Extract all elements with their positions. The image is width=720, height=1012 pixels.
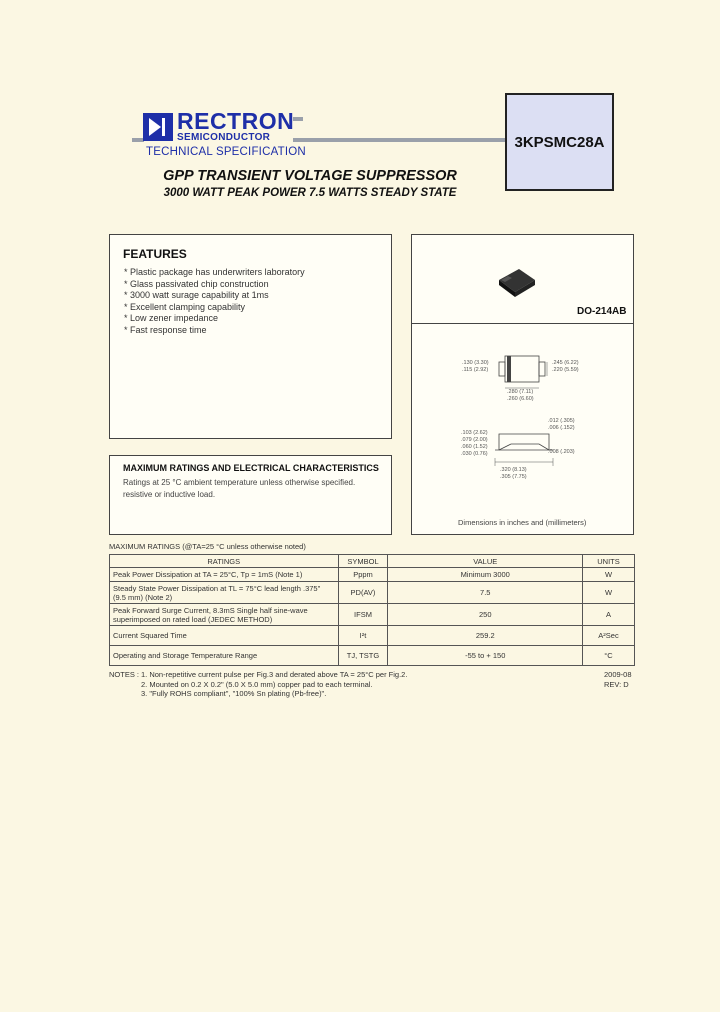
note-item: 2. Mounted on 0.2 X 0.2" (5.0 X 5.0 mm) copper pad to each terminal.	[141, 679, 373, 689]
dims-right	[552, 360, 579, 374]
dim-label: .060 (1.52)	[461, 444, 488, 450]
dims-left	[462, 360, 489, 374]
note-item: 1. Non-repetitive current pulse per Fig.3 and derated above TA = 25°C per Fig.2.	[141, 670, 408, 679]
ratings-table-title: MAXIMUM RATINGS (@TA=25 °C unless otherwise noted)	[109, 542, 306, 551]
symbol-cell: IFSM	[338, 604, 388, 626]
revision-number: REV: D	[604, 679, 629, 689]
dim-label: .130 (3.30)	[462, 360, 489, 366]
column-header: SYMBOL	[338, 555, 388, 568]
table-header-row	[110, 555, 635, 568]
value-cell: 250	[388, 604, 583, 626]
package-3d-image	[495, 266, 539, 305]
feature-item: * Low zener impedance	[124, 313, 219, 323]
dim-label: .280 (7.11)	[507, 389, 534, 395]
feature-item: * Plastic package has underwriters laboratory	[124, 267, 305, 277]
value-cell: Minimum 3000	[388, 568, 583, 582]
symbol-cell: PD(AV)	[338, 582, 388, 604]
package-divider	[412, 323, 633, 324]
feature-item: * Fast response time	[124, 324, 207, 335]
revision-date: 2009-08	[604, 670, 632, 679]
dims-bottom	[507, 389, 534, 403]
units-cell: °C	[583, 646, 635, 666]
page-subtitle: 3000 WATT PEAK POWER 7.5 WATTS STEADY STATE	[163, 187, 457, 199]
rating-cell: Peak Power Dissipation at TA = 25°C, Tp = 1mS (Note 1)	[110, 568, 339, 582]
dim-label: .006 (.152)	[548, 425, 575, 431]
table-row	[110, 568, 635, 582]
table-row	[110, 582, 635, 604]
table-row	[110, 604, 635, 626]
notes-section	[109, 670, 407, 699]
part-number: 3KPSMC28A	[514, 134, 605, 151]
column-header: RATINGS	[110, 555, 339, 568]
column-header: VALUE	[388, 555, 583, 568]
units-cell: W	[583, 568, 635, 582]
value-cell: -55 to + 150	[388, 646, 583, 666]
value-cell: 259.2	[388, 626, 583, 646]
page-title: GPP TRANSIENT VOLTAGE SUPPRESSOR	[163, 168, 457, 184]
dim-label: .220 (5.59)	[552, 367, 579, 373]
dims-side-left	[461, 430, 488, 458]
rating-cell: Steady State Power Dissipation at TL = 75°C lead length .375" (9.5 mm) (Note 2)	[110, 582, 339, 604]
dim-side-small: .008 (.203)	[548, 449, 575, 455]
features-box	[109, 234, 392, 439]
dim-label: .260 (6.60)	[507, 396, 534, 402]
units-cell: A	[583, 604, 635, 626]
dim-label: .245 (6.22)	[552, 360, 579, 366]
dims-side-right	[548, 418, 575, 432]
dim-label: .320 (8.13)	[500, 467, 527, 473]
rating-cell: Operating and Storage Temperature Range	[110, 646, 339, 666]
feature-item: * Glass passivated chip construction	[124, 278, 269, 289]
dims-side-bottom	[500, 467, 527, 481]
symbol-cell: TJ, TSTG	[338, 646, 388, 666]
dim-label: .103 (2.62)	[461, 430, 488, 436]
feature-item: * Excellent clamping capability	[124, 301, 246, 312]
symbol-cell: I²t	[338, 626, 388, 646]
symbol-cell: Pppm	[338, 568, 388, 582]
features-list	[124, 267, 305, 336]
dim-label: .079 (2.00)	[461, 437, 488, 443]
dim-label: .305 (7.75)	[500, 474, 527, 480]
note-item: 3. "Fully ROHS compliant", "100% Sn plating (Pb-free)".	[141, 689, 327, 698]
table-row	[110, 646, 635, 666]
revision-info	[604, 670, 632, 689]
table-row	[110, 626, 635, 646]
rating-cell: Current Squared Time	[110, 626, 339, 646]
units-cell: A²Sec	[583, 626, 635, 646]
document-type: TECHNICAL SPECIFICATION	[146, 146, 306, 158]
dim-label: .012 (.305)	[548, 418, 575, 424]
company-name: RECTRON	[177, 108, 295, 134]
max-ratings-heading: MAXIMUM RATINGS AND ELECTRICAL CHARACTERISTICS	[123, 463, 379, 473]
ratings-table	[109, 554, 635, 666]
logo-bar-bottom-right	[293, 138, 505, 142]
feature-item: * 3000 watt surage capability at 1ms	[124, 290, 269, 300]
units-cell: W	[583, 582, 635, 604]
package-name: DO-214AB	[577, 306, 627, 317]
dimensions-note: Dimensions in inches and (millimeters)	[458, 518, 587, 527]
max-ratings-note: Ratings at 25 °C ambient temperature unless otherwise specified. resistive or inductive load.	[123, 478, 356, 499]
column-header: UNITS	[583, 555, 635, 568]
notes-label: NOTES :	[109, 670, 140, 679]
features-heading: FEATURES	[123, 247, 187, 261]
rating-cell: Peak Forward Surge Current, 8.3mS Single half sine-wave superimposed on rated load (JEDEC METHOD)	[110, 604, 339, 626]
company-division: SEMICONDUCTOR	[177, 132, 271, 143]
rectron-logo-icon	[143, 113, 173, 141]
dim-label: .115 (2.92)	[462, 367, 489, 373]
logo-bar-top-right	[293, 117, 303, 121]
value-cell: 7.5	[388, 582, 583, 604]
dim-label: .030 (0.76)	[461, 451, 488, 457]
